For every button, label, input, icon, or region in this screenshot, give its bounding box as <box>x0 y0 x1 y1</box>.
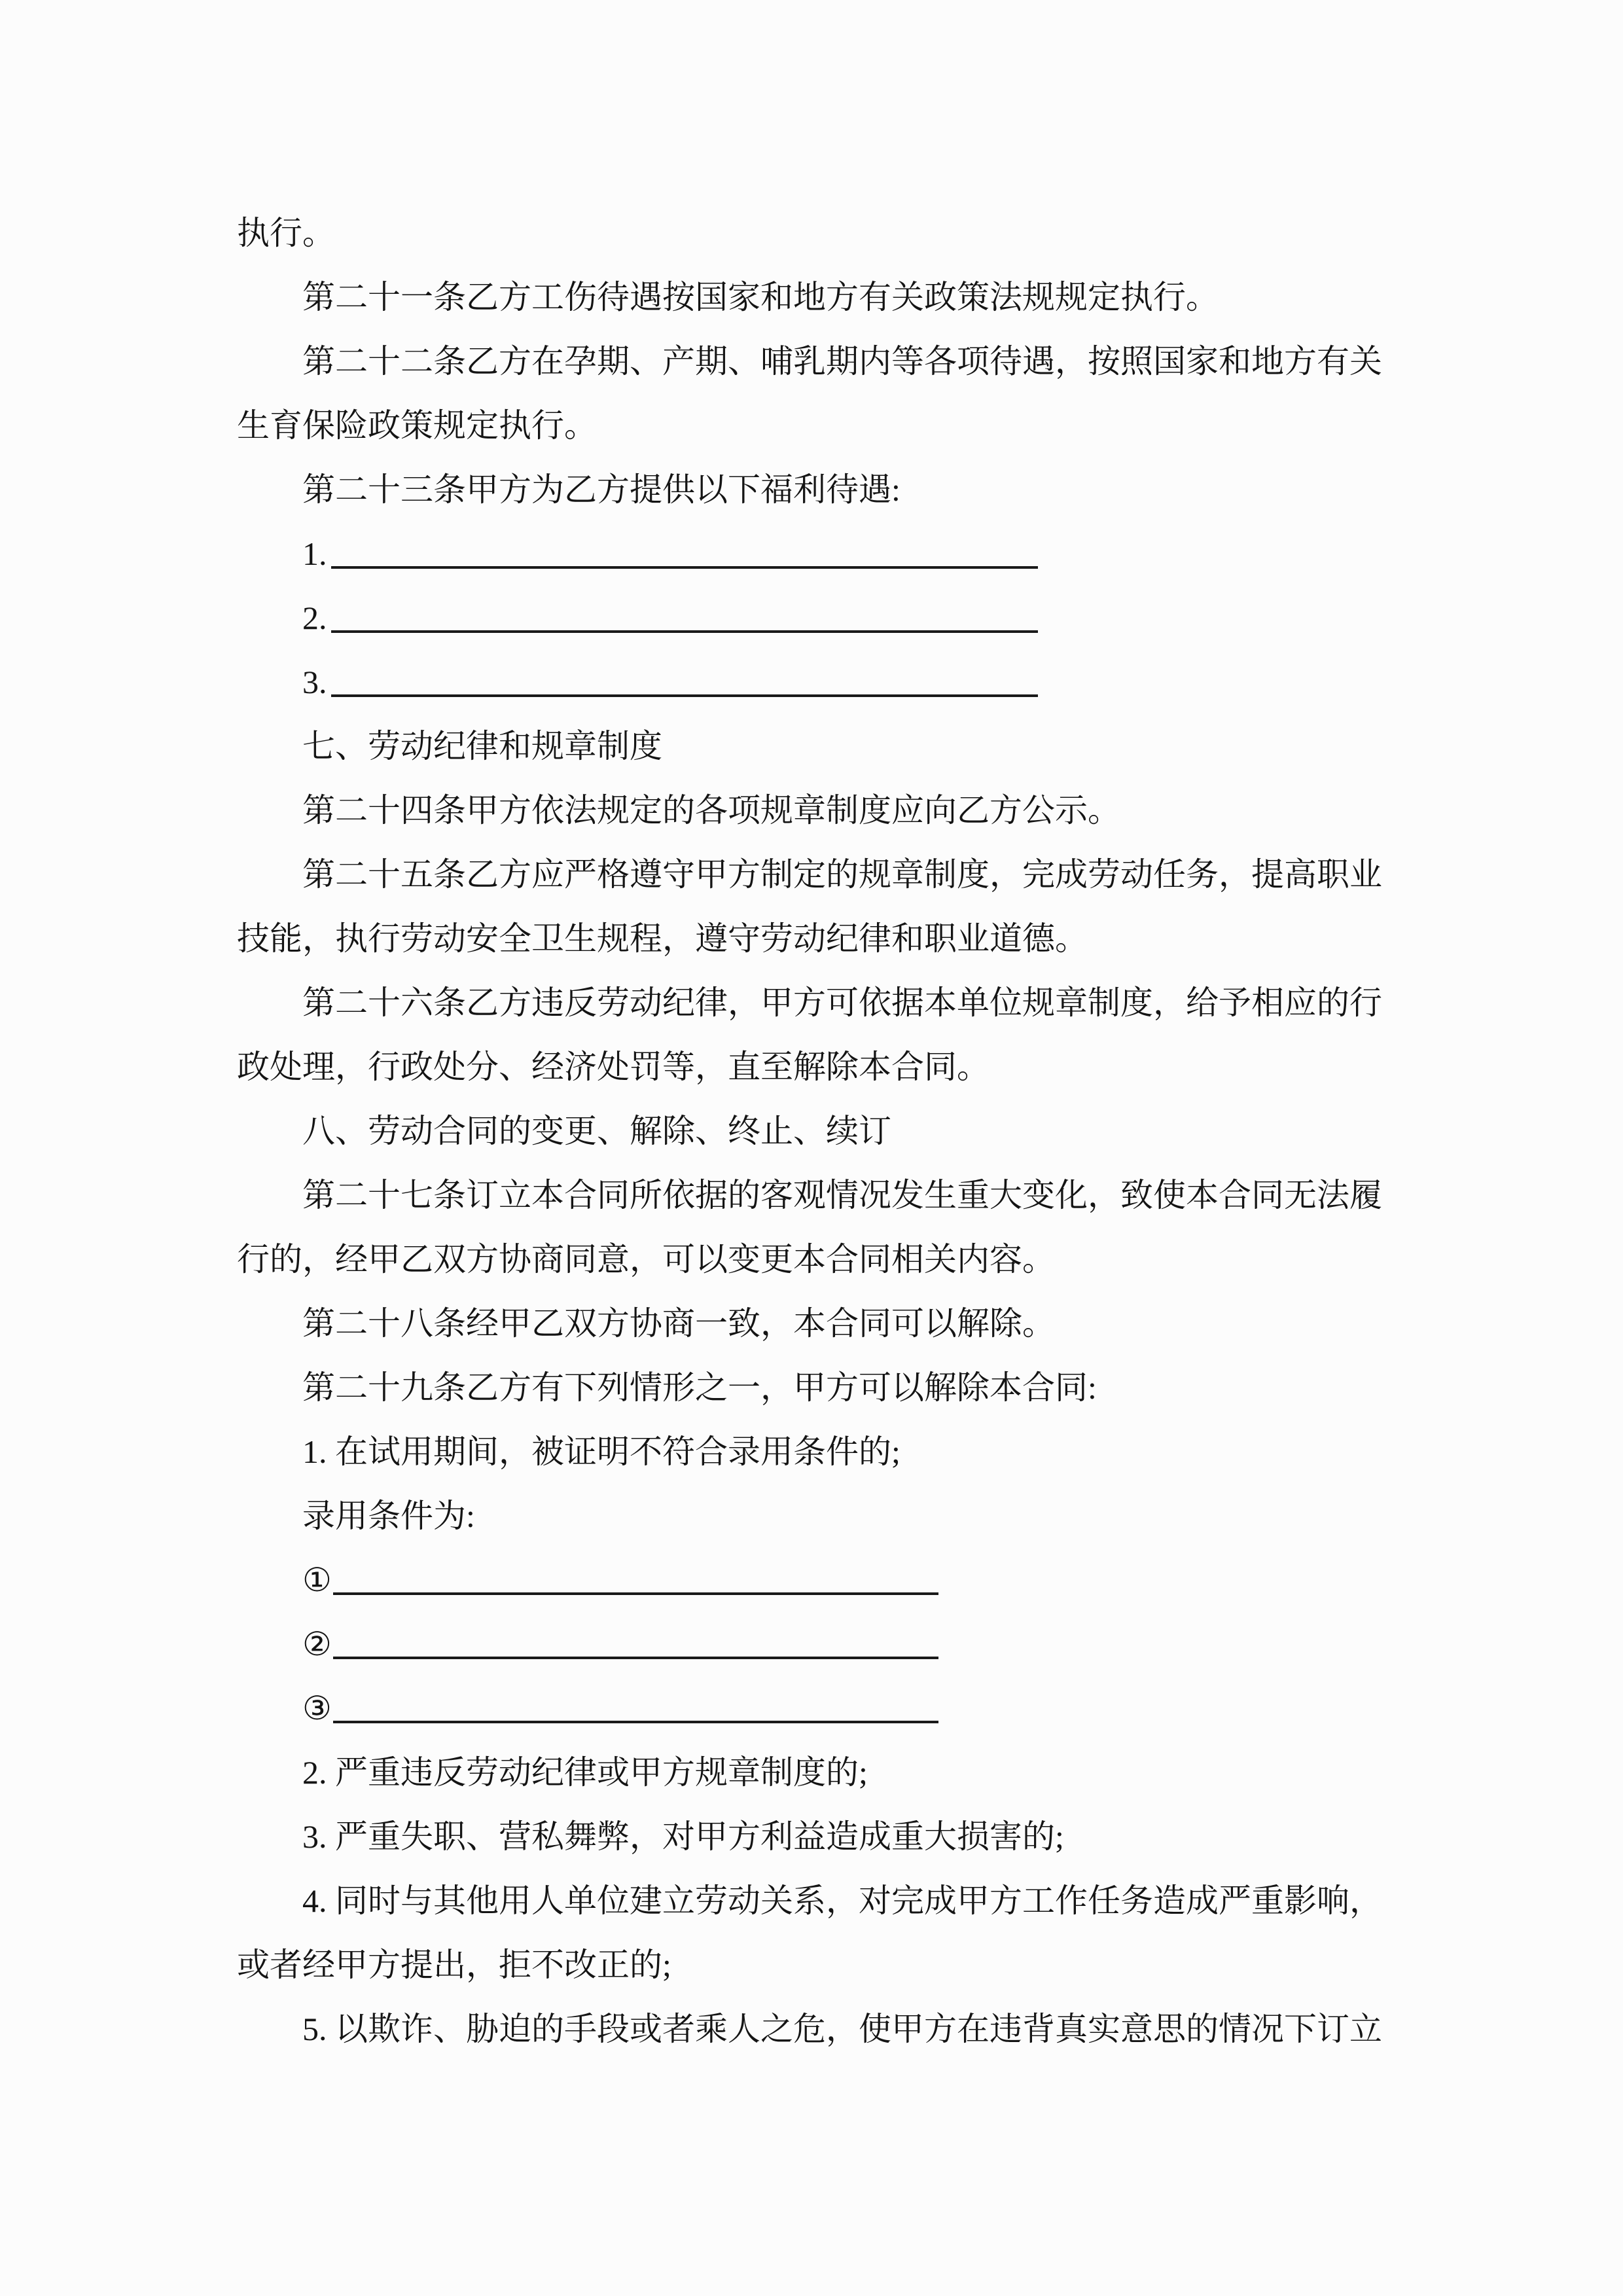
document-line <box>237 1484 1415 1548</box>
blank-item-circled-number: ② <box>302 1626 332 1662</box>
line-text: 第二十九条乙方有下列情形之一，甲方可以解除本合同: <box>302 1369 1097 1406</box>
line-text: 录用条件为: <box>302 1498 475 1534</box>
document-line <box>237 1355 1415 1420</box>
line-text: 七、劳动纪律和规章制度 <box>302 728 662 764</box>
line-text: 4. 同时与其他用人单位建立劳动关系，对完成甲方工作任务造成严重影响， <box>302 1882 1382 1919</box>
line-text: 生育保险政策规定执行。 <box>237 407 597 444</box>
blank-item-number: 2. <box>302 600 327 636</box>
document-line <box>237 393 1415 457</box>
document-line <box>237 650 1415 714</box>
line-text: 第二十四条甲方依法规定的各项规章制度应向乙方公示。 <box>302 792 1120 829</box>
document-line <box>237 201 1415 265</box>
document-line <box>237 586 1415 650</box>
document-line <box>237 842 1415 906</box>
document-line <box>237 906 1415 971</box>
line-text: 行的，经甲乙双方协商同意，可以变更本合同相关内容。 <box>237 1241 1055 1278</box>
line-text: 2. 严重违反劳动纪律或甲方规章制度的; <box>302 1754 868 1791</box>
line-text: 政处理，行政处分、经济处罚等，直至解除本合同。 <box>237 1049 990 1085</box>
blank-item-number: 1. <box>302 535 327 572</box>
line-text: 5. 以欺诈、胁迫的手段或者乘人之危，使甲方在违背真实意思的情况下订立 <box>302 2011 1382 2047</box>
blank-item-number: 3. <box>302 664 327 700</box>
document-line <box>237 1035 1415 1099</box>
line-text: 第二十五条乙方应严格遵守甲方制定的规章制度，完成劳动任务，提高职业 <box>302 856 1382 893</box>
document-line <box>237 1869 1415 1933</box>
blank-item-circled-number: ③ <box>302 1690 332 1727</box>
document-line <box>237 971 1415 1035</box>
document-line <box>237 1291 1415 1355</box>
document-line <box>237 1997 1415 2061</box>
line-text: 八、劳动合同的变更、解除、终止、续订 <box>302 1113 891 1149</box>
document-line <box>237 1548 1415 1612</box>
document-body <box>237 201 1415 2061</box>
line-text: 第二十七条订立本合同所依据的客观情况发生重大变化，致使本合同无法履 <box>302 1177 1382 1213</box>
line-text: 执行。 <box>237 215 335 251</box>
line-text: 第二十一条乙方工伤待遇按国家和地方有关政策法规规定执行。 <box>302 279 1219 315</box>
line-text: 第二十二条乙方在孕期、产期、哺乳期内等各项待遇，按照国家和地方有关 <box>302 343 1382 380</box>
line-text: 技能，执行劳动安全卫生规程，遵守劳动纪律和职业道德。 <box>237 920 1088 957</box>
fill-in-blank-underline <box>333 1586 938 1595</box>
line-text: 或者经甲方提出，拒不改正的; <box>237 1946 671 1983</box>
line-text: 第二十三条甲方为乙方提供以下福利待遇: <box>302 471 901 508</box>
document-line <box>237 265 1415 329</box>
fill-in-blank-underline <box>331 624 1038 633</box>
blank-item-circled-number: ① <box>302 1562 332 1598</box>
document-line <box>237 778 1415 842</box>
document-line <box>237 329 1415 393</box>
line-text: 第二十六条乙方违反劳动纪律，甲方可依据本单位规章制度，给予相应的行 <box>302 984 1382 1021</box>
document-line <box>237 1612 1415 1676</box>
fill-in-blank-underline <box>331 560 1038 569</box>
document-line <box>237 1676 1415 1740</box>
document-line <box>237 522 1415 586</box>
document-line <box>237 1420 1415 1484</box>
document-line <box>237 1163 1415 1227</box>
document-line <box>237 1740 1415 1804</box>
line-text: 3. 严重失职、营私舞弊，对甲方利益造成重大损害的; <box>302 1818 1064 1855</box>
document-line <box>237 1099 1415 1163</box>
line-text: 1. 在试用期间，被证明不符合录用条件的; <box>302 1433 901 1470</box>
document-line <box>237 1933 1415 1997</box>
fill-in-blank-underline <box>331 688 1038 697</box>
document-line <box>237 1804 1415 1869</box>
document-line <box>237 714 1415 778</box>
document-line <box>237 457 1415 522</box>
fill-in-blank-underline <box>333 1714 938 1723</box>
document-line <box>237 1227 1415 1291</box>
line-text: 第二十八条经甲乙双方协商一致，本合同可以解除。 <box>302 1305 1055 1342</box>
fill-in-blank-underline <box>333 1650 938 1659</box>
